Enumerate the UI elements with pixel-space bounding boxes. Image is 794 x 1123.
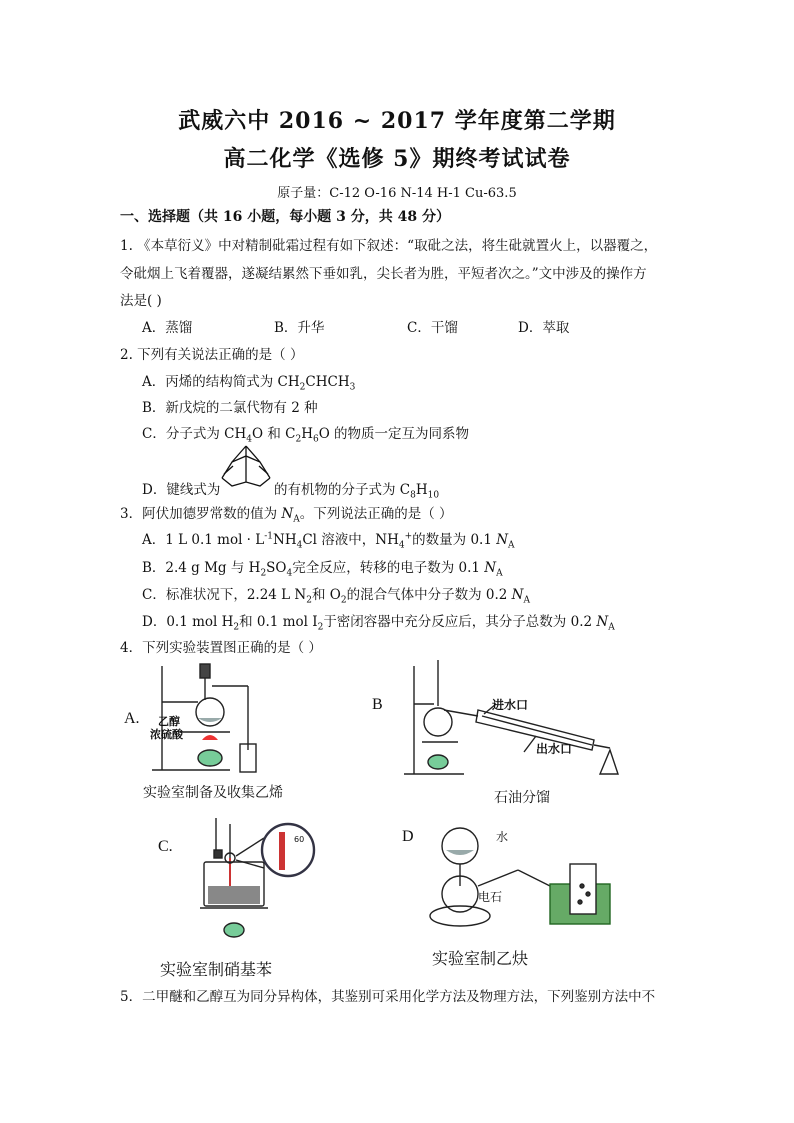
distillation-apparatus-figure (404, 656, 644, 780)
q3-option-c: C．标准状况下，2.24 L $N_2$和 $O_2$的混合气体中分子数为 0.2 $N_A$ (142, 587, 530, 606)
fig-b-caption: 石油分馏 (494, 790, 550, 806)
fig-c-label: C. (158, 838, 173, 855)
fig-c-caption: 实验室制硝基苯 (160, 960, 273, 979)
fig-c-thermometer-mark: 60 (294, 835, 305, 844)
q5-line1: 5．二甲醚和乙醇互为同分异构体，其鉴别可采用化学方法及物理方法，下列鉴别方法中不 (120, 989, 656, 1005)
q2-option-d-post: 的有机物的分子式为 $C_8H_{10}$ (274, 482, 440, 501)
fig-d-water-label: 水 (496, 830, 509, 844)
fig-a-reagent1: 乙醇 (158, 715, 180, 728)
q2-stem: 2. 下列有关说法正确的是（ ） (120, 347, 304, 363)
nitrobenzene-apparatus-figure (192, 816, 324, 940)
fig-d-label: D (402, 828, 414, 845)
q2-option-a: A．丙烯的结构简式为 $CH_2CHCH_3$ (142, 374, 356, 393)
atomic-masses: 原子量：C-12 O-16 N-14 H-1 Cu-63.5 (277, 186, 517, 201)
exam-title-line1: 武威六中 2016 ~ 2017 学年度第二学期 (178, 108, 616, 134)
q2-option-c: C．分子式为 $CH_4O$ 和 $C_2H_6O$ 的物质一定互为同系物 (142, 426, 470, 445)
fig-a-label: A. (124, 710, 140, 727)
q1-option-d: D．萃取 (518, 320, 570, 336)
q1-line2: 令砒烟上飞着覆器，遂凝结累然下垂如乳，尖长者为胜，平短者次之。”文中涉及的操作方 (120, 266, 647, 282)
q3-option-b: B．2.4 g Mg 与 $H_2SO_4$完全反应，转移的电子数为 0.1 $N_A$ (142, 560, 503, 579)
fig-d-carbide-label: 电石 (478, 890, 503, 904)
q3-stem: 3．阿伏加德罗常数的值为 $N_A$。下列说法正确的是（ ） (120, 506, 453, 525)
fig-b-label: B (372, 696, 383, 713)
q3-option-a: A．1 L 0.1 mol · $L^{-1}NH_4Cl$ 溶液中，$NH_4^+$的数量为 0.1 $N_A$ (142, 531, 515, 551)
fig-b-water-in: 进水口 (492, 698, 529, 712)
q4-stem: 4．下列实验装置图正确的是（ ） (120, 640, 322, 656)
acetylene-apparatus-figure (420, 820, 620, 932)
fig-a-caption: 实验室制备及收集乙烯 (143, 785, 283, 801)
fig-a-reagent2: 浓硫酸 (150, 728, 183, 741)
fig-d-caption: 实验室制乙炔 (432, 949, 529, 968)
q1-line1: 1. 《本草衍义》中对精制砒霜过程有如下叙述：“取砒之法，将生砒就置火上，以器覆之， (120, 238, 658, 254)
q2-option-d-pre: D．键线式为 (142, 482, 221, 498)
q3-option-d: D．0.1 mol $H_2$和 0.1 mol $I_2$于密闭容器中充分反应后，其分子总数为 0.2 $N_A$ (142, 614, 615, 633)
bicyclic-skeletal-formula (218, 440, 274, 490)
exam-title-line2: 高二化学《选修 5》期终考试试卷 (223, 146, 571, 172)
section-heading: 一、选择题（共 16 小题，每小题 3 分，共 48 分） (120, 209, 450, 225)
q2-option-b: B．新戊烷的二氯代物有 2 种 (142, 400, 318, 416)
fig-b-water-out: 出水口 (536, 742, 573, 756)
q1-option-a: A．蒸馏 (142, 320, 193, 336)
q1-line3: 法是( ) (120, 293, 162, 309)
q1-option-b: B．升华 (274, 320, 325, 336)
q1-option-c: C．干馏 (407, 320, 458, 336)
